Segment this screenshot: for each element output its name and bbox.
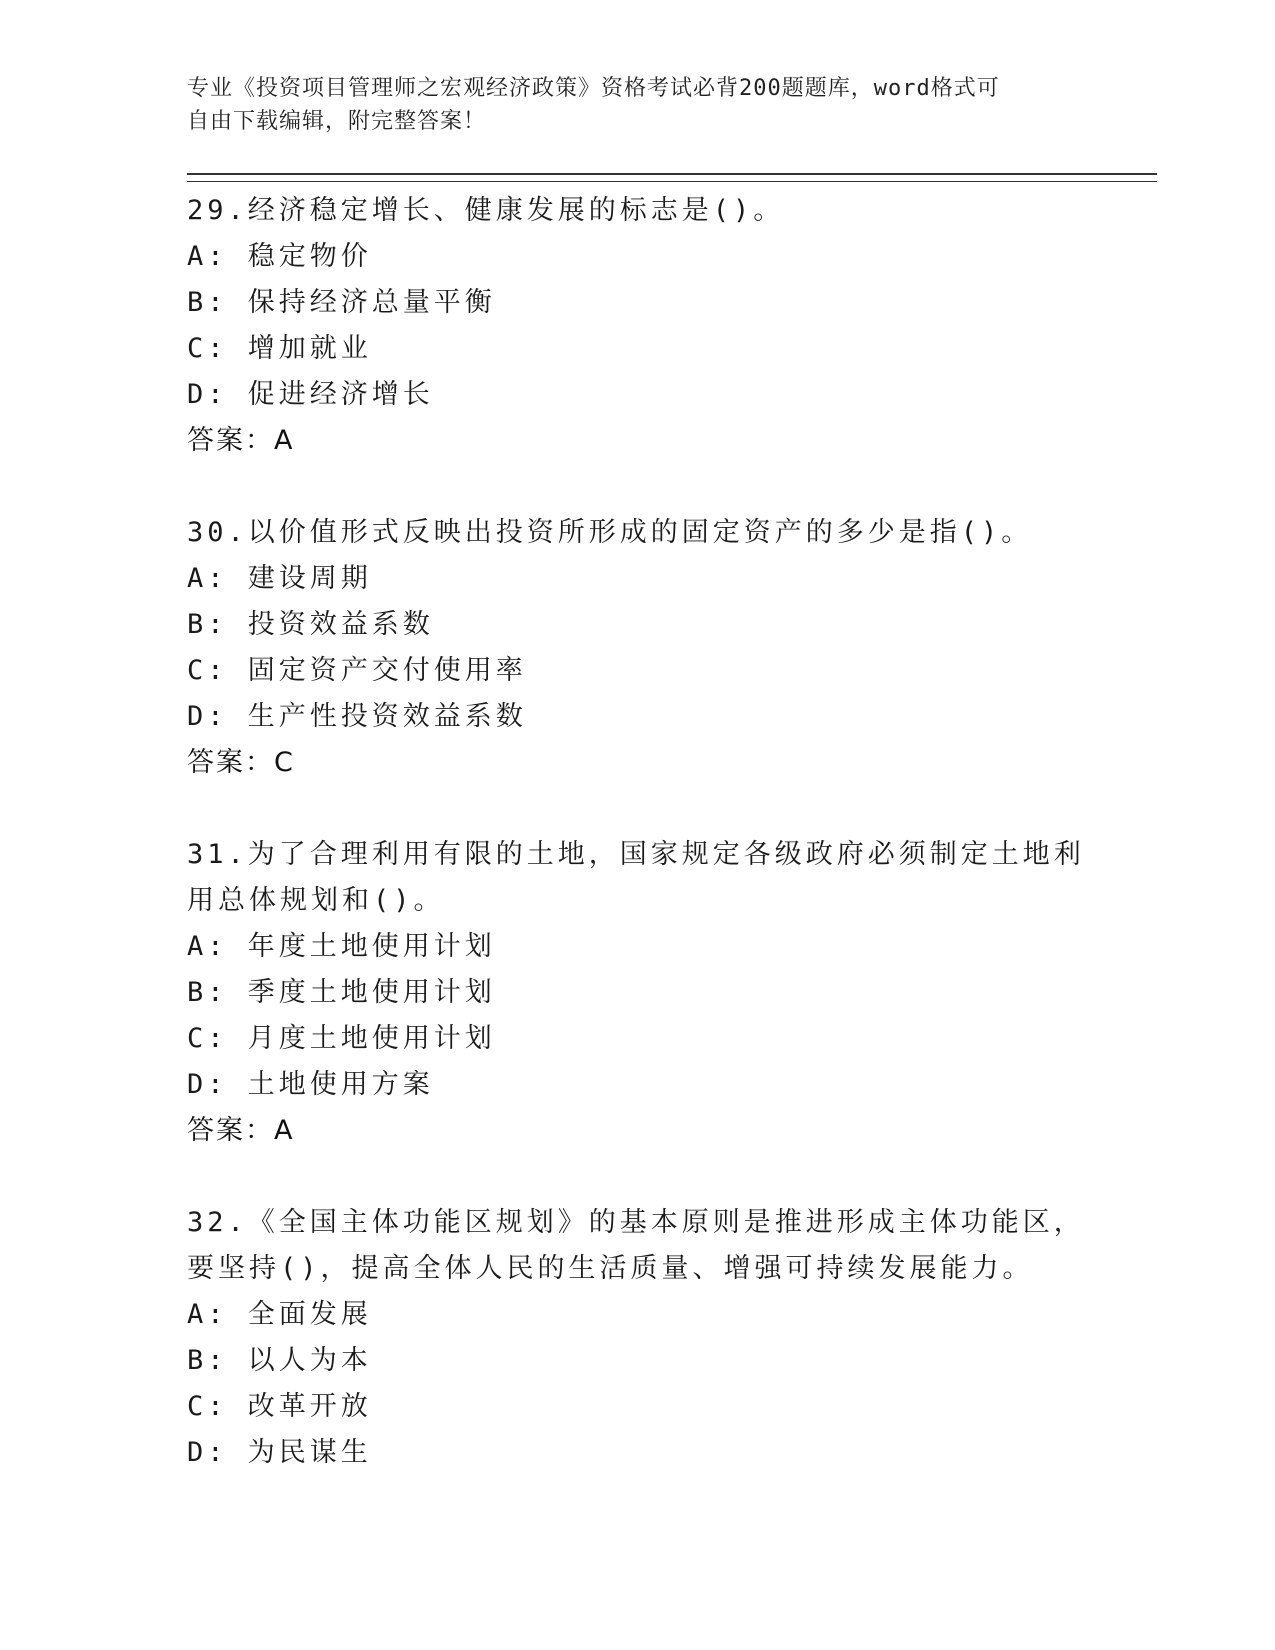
question-29 [187, 188, 1157, 464]
question-stem: 29.经济稳定增长、健康发展的标志是()。 [187, 195, 785, 226]
option-b: B: 保持经济总量平衡 [187, 287, 496, 318]
question-list [187, 188, 1157, 1476]
option-a: A: 年度土地使用计划 [187, 931, 496, 962]
question-stem: 31.为了合理利用有限的土地，国家规定各级政府必须制定土地利用总体规划和()。 [187, 839, 1085, 916]
option-a: A: 全面发展 [187, 1299, 372, 1330]
header-line-2: 自由下载编辑，附完整答案！ [187, 109, 487, 134]
option-c: C: 增加就业 [187, 333, 372, 364]
question-32 [187, 1200, 1157, 1476]
option-b: B: 投资效益系数 [187, 609, 434, 640]
document-header [187, 72, 1067, 138]
option-d: D: 土地使用方案 [187, 1069, 434, 1100]
question-stem: 32.《全国主体功能区规划》的基本原则是推进形成主体功能区，要坚持()，提高全体人民的生活质量、增强可持续发展能力。 [187, 1207, 1085, 1284]
option-d: D: 促进经济增长 [187, 379, 434, 410]
question-31 [187, 832, 1157, 1154]
option-c: C: 固定资产交付使用率 [187, 655, 527, 686]
option-b: B: 季度土地使用计划 [187, 977, 496, 1008]
option-b: B: 以人为本 [187, 1345, 372, 1376]
header-line-1: 专业《投资项目管理师之宏观经济政策》资格考试必背200题题库，word格式可 [187, 76, 1000, 101]
document-page [187, 72, 1157, 1522]
answer-label: 答案：C [187, 747, 295, 778]
option-c: C: 改革开放 [187, 1391, 372, 1422]
option-d: D: 生产性投资效益系数 [187, 701, 527, 732]
option-c: C: 月度土地使用计划 [187, 1023, 496, 1054]
option-d: D: 为民谋生 [187, 1437, 372, 1468]
question-30 [187, 510, 1157, 786]
header-divider [187, 173, 1157, 182]
question-stem: 30.以价值形式反映出投资所形成的固定资产的多少是指()。 [187, 517, 1033, 548]
option-a: A: 建设周期 [187, 563, 372, 594]
answer-label: 答案：A [187, 425, 295, 456]
answer-label: 答案：A [187, 1115, 295, 1146]
option-a: A: 稳定物价 [187, 241, 372, 272]
